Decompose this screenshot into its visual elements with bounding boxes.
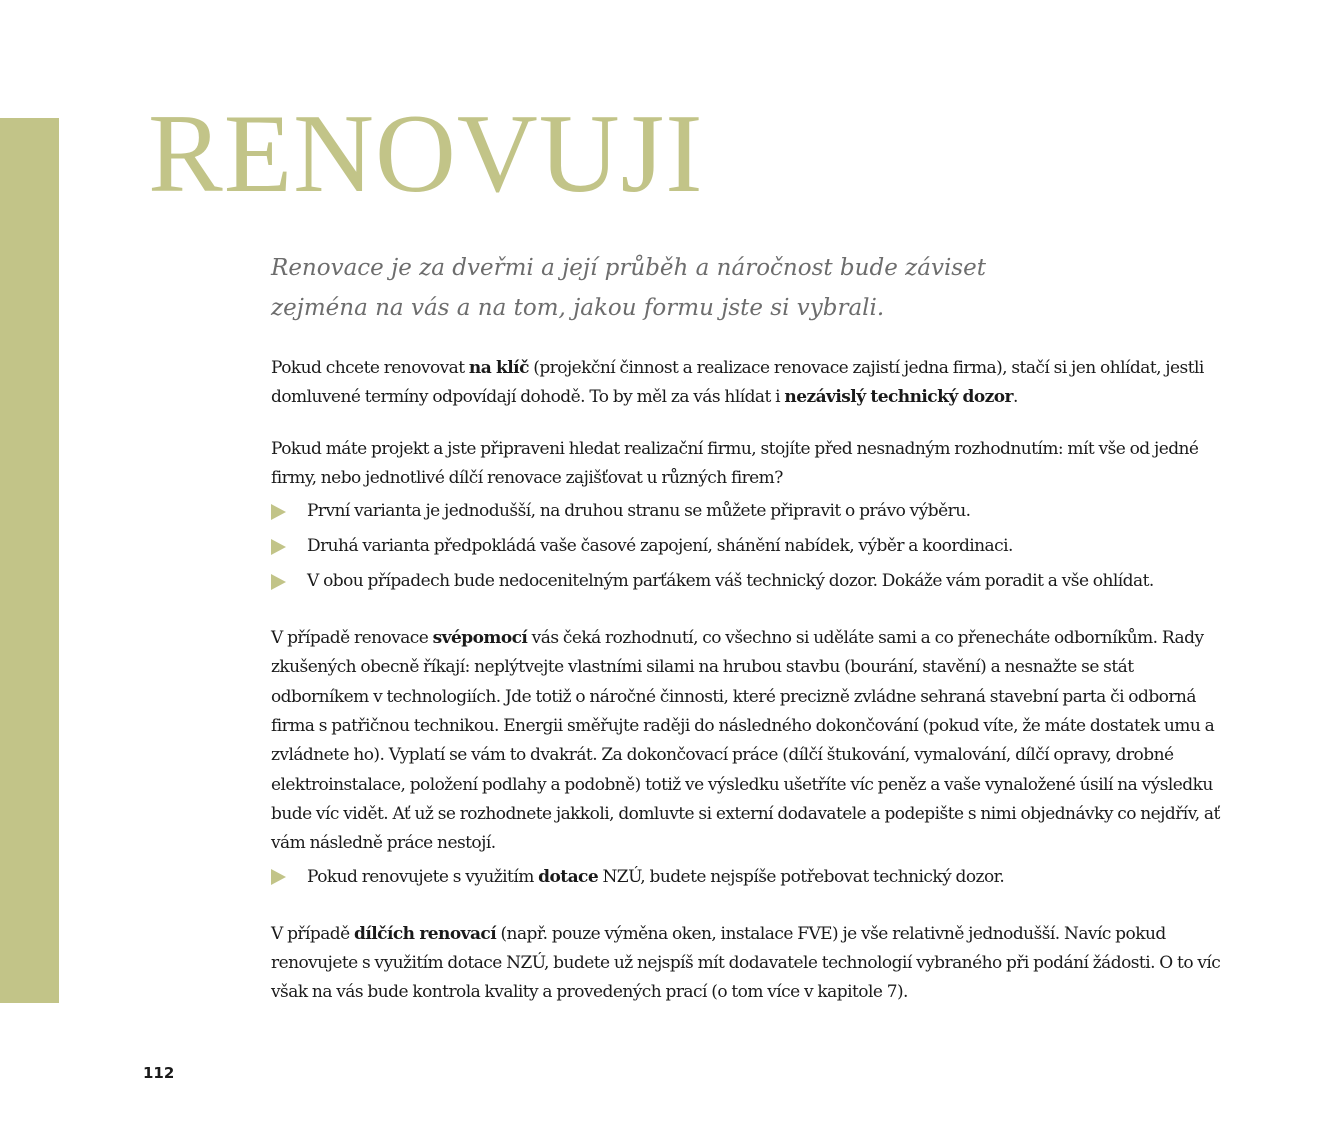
list-item [271, 497, 1221, 526]
accent-sidebar-bar [0, 118, 59, 1003]
list-item-text: V obou případech bude nedocenitelným parťákem váš technický dozor. Dokáže vám poradit a vše ohlídat. [307, 571, 1154, 592]
list-item [271, 532, 1221, 561]
triangle-bullet-icon [271, 574, 286, 590]
list-item-text: Druhá varianta předpokládá vaše časové zapojení, shánění nabídek, výběr a koordinaci. [307, 536, 1013, 557]
emphasis-subsidy: dotace [538, 866, 599, 887]
paragraph-turnkey [271, 354, 1221, 413]
text: . [1012, 387, 1018, 408]
emphasis-technical-supervision: nezávislý technický dozor [784, 387, 1013, 408]
text: Pokud renovujete s využitím [307, 866, 539, 887]
page-title: RENOVUJI [148, 92, 704, 216]
triangle-bullet-icon [271, 539, 286, 555]
spacer [271, 898, 1221, 920]
text: (projekční činnost a realizace renovace zajistí jedna firma), stačí si jen ohlídat, jestli domluvené termíny odpovídají dohodě. To by měl za vás hlídat i [271, 358, 1204, 408]
paragraph-self-help [271, 624, 1221, 858]
body-content [271, 354, 1221, 1007]
paragraph-project: Pokud máte projekt a jste připraveni hledat realizační firmu, stojíte před nesnadným rozhodnutím: mít vše od jedné firmy, nebo jednotlivé dílčí renovace zajišťovat u různých firem? [271, 438, 1199, 488]
text: V případě renovace [271, 628, 433, 649]
text: NZÚ, budete nejspíše potřebovat technický dozor. [598, 866, 1005, 887]
list-item [271, 567, 1221, 596]
spacer [271, 602, 1221, 624]
triangle-bullet-icon [271, 869, 286, 885]
text: vás čeká rozhodnutí, co všechno si uděláte sami a co přenecháte odborníkům. Rady zkušených obecně říkají: neplýtvejte vlastními silami na hrubou stavbu (bourání, stavění) a nesnažte se stát odborníkem v technologiích. Jde totiž o náročné činnosti, které precizně zvládne sehraná stavební parta či odborná firma s patřičnou technikou. Energii směřujte raději do následného dokončování (pokud víte, že máte dostatek umu a zvládnete ho). Vyplatí se vám to dvakrát. Za dokončovací práce (dílčí štukování, vymalování, dílčí opravy, drobné elektroinstalace, položení podlahy a podobně) totiž ve výsledku ušetříte víc peněz a vaše vynaložené úsilí na výsledku bude víc vidět. Ať už se rozhodnete jakkoli, domluvte si externí dodavatele a podepište s nimi objednávky co nejdřív, ať vám následně práce nestojí. [271, 628, 1220, 854]
emphasis-turnkey: na klíč [468, 358, 529, 378]
text: Pokud chcete renovovat [271, 358, 469, 378]
emphasis-partial-renovations: dílčích renovací [354, 923, 497, 944]
bullet-list-variants [271, 497, 1221, 596]
list-item [271, 863, 1221, 892]
lead-paragraph: Renovace je za dveřmi a její průběh a náročnost bude záviset zejména na vás a na tom, jakou formu jste si vybrali. [271, 255, 986, 321]
paragraph-partial-renovations [271, 920, 1221, 1008]
page-number: 112 [143, 1064, 175, 1082]
list-item-text: První varianta je jednodušší, na druhou stranu se můžete připravit o právo výběru. [307, 501, 971, 522]
bullet-list-subsidy [271, 863, 1221, 892]
text: V případě [271, 923, 354, 944]
spacer [271, 413, 1221, 435]
triangle-bullet-icon [271, 504, 286, 520]
list-item-text [307, 863, 1004, 892]
text: (např. pouze výměna oken, instalace FVE) je vše relativně jednodušší. Navíc pokud renovujete s využitím dotace NZÚ, budete už nejspíš mít dodavatele technologií vybraného při podání žádosti. O to víc však na vás bude kontrola kvality a provedených prací (o tom více v kapitole 7). [271, 923, 1221, 1003]
emphasis-self-help: svépomocí [432, 628, 528, 649]
